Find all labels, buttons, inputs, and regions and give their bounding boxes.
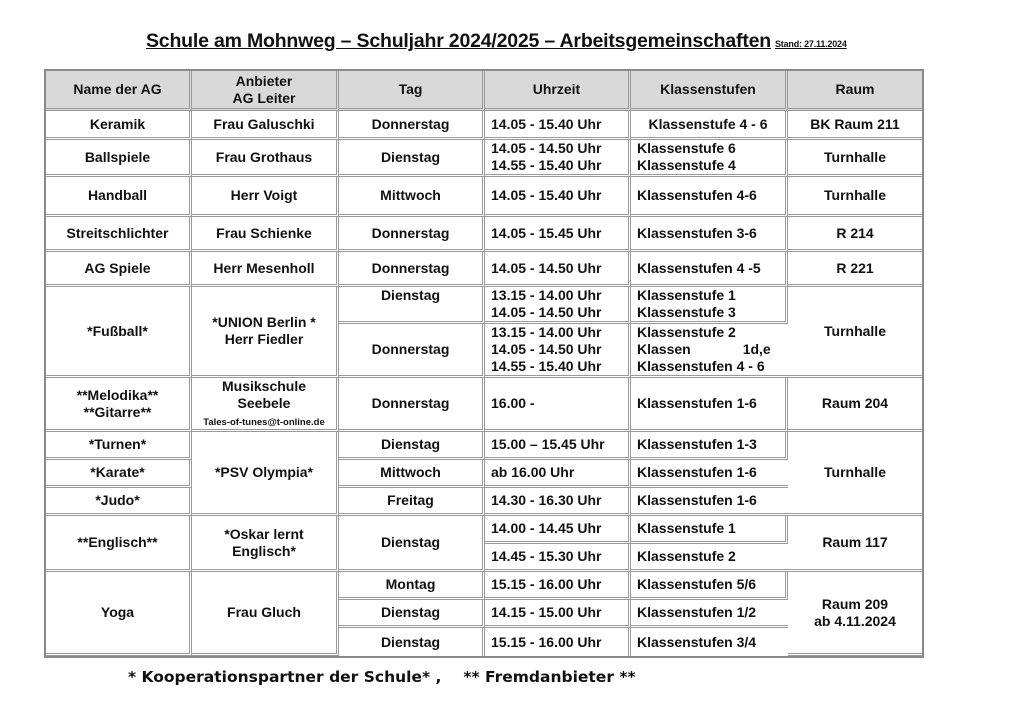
page-title <box>146 30 847 53</box>
cell-leiter: Herr Voigt <box>192 177 339 217</box>
cell-klasse: Klassenstufen 5/6 <box>631 572 788 600</box>
cell-zeit <box>485 140 631 177</box>
cell-zeit: 15.15 - 16.00 Uhr <box>485 628 631 656</box>
cell-tag: Donnerstag <box>339 217 485 252</box>
cell-tag: Donnerstag <box>339 111 485 140</box>
cell-tag: Dienstag <box>339 287 485 324</box>
header-anbieter-line1: Anbieter <box>235 72 293 89</box>
cell-klasse <box>631 140 788 177</box>
zeit-line: 14.05 - 14.50 Uhr <box>491 341 602 357</box>
cell-raum: BK Raum 211 <box>788 111 922 140</box>
cell-zeit: 14.15 - 15.00 Uhr <box>485 600 631 628</box>
legend-footer <box>128 668 636 686</box>
header-anbieter <box>192 71 339 111</box>
cell-name: *Turnen* <box>46 432 192 460</box>
table-header-row <box>46 71 922 111</box>
cell-name: *Fußball* <box>46 287 192 378</box>
zeit-line: 13.15 - 14.00 Uhr <box>491 324 602 340</box>
klasse-line: Klassenstufe 1 <box>637 287 736 303</box>
cell-name: Ballspiele <box>46 140 192 177</box>
cell-name: Keramik <box>46 111 192 140</box>
cell-raum: Turnhalle <box>788 287 922 378</box>
table-row <box>46 177 922 217</box>
table-row <box>46 516 922 544</box>
cell-tag: Dienstag <box>339 140 485 177</box>
header-uhrzeit: Uhrzeit <box>485 71 631 111</box>
cell-name: AG Spiele <box>46 252 192 287</box>
cell-klasse: Klassenstufen 4-6 <box>631 177 788 217</box>
zeit-line: 13.15 - 14.00 Uhr <box>491 287 602 303</box>
raum-line: ab 4.11.2024 <box>814 612 896 629</box>
cell-tag: Freitag <box>339 488 485 516</box>
table-row <box>46 140 922 177</box>
table-row <box>46 378 922 432</box>
legend-fremdanbieter: ** Fremdanbieter ** <box>463 668 636 686</box>
table-row <box>46 111 922 140</box>
cell-raum: Raum 117 <box>788 516 922 572</box>
cell-tag: Donnerstag <box>339 252 485 287</box>
cell-leiter: *PSV Olympia* <box>192 432 339 516</box>
cell-zeit <box>485 324 631 378</box>
klasse-line: Klassenstufe 6 <box>637 140 736 156</box>
stand-date: Stand: 27.11.2024 <box>775 39 847 49</box>
cell-name <box>46 378 192 432</box>
cell-raum: R 221 <box>788 252 922 287</box>
cell-raum: Turnhalle <box>788 177 922 217</box>
leiter-line: *UNION Berlin * <box>212 314 316 330</box>
leiter-line: Herr Fiedler <box>224 331 304 347</box>
table-row <box>46 572 922 600</box>
cell-tag: Mittwoch <box>339 460 485 488</box>
table-row <box>46 432 922 460</box>
header-name: Name der AG <box>46 71 192 111</box>
cell-tag: Mittwoch <box>339 177 485 217</box>
klasse-line: Klassen <box>637 341 691 357</box>
cell-zeit: 14.05 - 15.45 Uhr <box>485 217 631 252</box>
cell-leiter: Frau Schienke <box>192 217 339 252</box>
cell-zeit: 14.00 - 14.45 Uhr <box>485 516 631 544</box>
ag-table <box>44 69 924 658</box>
cell-leiter: Frau Galuschki <box>192 111 339 140</box>
header-anbieter-line2: AG Leiter <box>232 89 296 106</box>
cell-zeit: 15.00 – 15.45 Uhr <box>485 432 631 460</box>
legend-kooperationspartner: * Kooperationspartner der Schule* , <box>128 668 442 686</box>
cell-tag: Montag <box>339 572 485 600</box>
cell-name: Yoga <box>46 572 192 656</box>
leiter-line: Englisch* <box>232 542 296 559</box>
cell-raum: Turnhalle <box>788 140 922 177</box>
cell-zeit: 16.00 - <box>485 378 631 432</box>
cell-tag: Dienstag <box>339 516 485 572</box>
title-main: Schule am Mohnweg – Schuljahr 2024/2025 – Arbeitsgemeinschaften <box>146 30 771 52</box>
cell-leiter: Herr Mesenholl <box>192 252 339 287</box>
cell-klasse <box>631 324 788 378</box>
cell-klasse: Klassenstufen 4 -5 <box>631 252 788 287</box>
header-klassenstufen: Klassenstufen <box>631 71 788 111</box>
klasse-suffix: 1d,e <box>742 341 771 357</box>
zeit-line: 14.55 - 15.40 Uhr <box>491 157 602 173</box>
cell-zeit: 14.05 - 14.50 Uhr <box>485 252 631 287</box>
cell-name: *Judo* <box>46 488 192 516</box>
cell-name: *Karate* <box>46 460 192 488</box>
name-line: **Melodika** <box>76 386 159 403</box>
klasse-line: Klassenstufen 4 - 6 <box>637 358 765 374</box>
cell-klasse <box>631 287 788 324</box>
email-link[interactable]: Tales-of-tunes@t-online.de <box>203 417 325 428</box>
cell-leiter: Frau Grothaus <box>192 140 339 177</box>
cell-zeit <box>485 287 631 324</box>
cell-name: **Englisch** <box>46 516 192 572</box>
zeit-line: 14.55 - 15.40 Uhr <box>491 358 602 374</box>
leiter-line: Musikschule <box>221 378 307 394</box>
klasse-line: Klassenstufe 2 <box>637 324 736 340</box>
cell-leiter <box>192 516 339 572</box>
cell-zeit: 14.05 - 15.40 Uhr <box>485 177 631 217</box>
cell-leiter: Frau Gluch <box>192 572 339 656</box>
cell-zeit: 14.05 - 15.40 Uhr <box>485 111 631 140</box>
cell-tag: Dienstag <box>339 600 485 628</box>
cell-klasse: Klassenstufen 1-6 <box>631 460 788 488</box>
cell-klasse: Klassenstufe 4 - 6 <box>631 111 788 140</box>
cell-raum: Turnhalle <box>788 432 922 516</box>
cell-klasse: Klassenstufen 1-3 <box>631 432 788 460</box>
leiter-line: Seebele <box>237 395 291 411</box>
cell-zeit: ab 16.00 Uhr <box>485 460 631 488</box>
cell-tag: Donnerstag <box>339 378 485 432</box>
klasse-line: Klassenstufe 3 <box>637 304 736 320</box>
cell-tag: Dienstag <box>339 628 485 656</box>
cell-name: Streitschlichter <box>46 217 192 252</box>
table-row <box>46 217 922 252</box>
cell-zeit: 14.45 - 15.30 Uhr <box>485 544 631 572</box>
name-line: **Gitarre** <box>83 403 152 420</box>
cell-name: Handball <box>46 177 192 217</box>
cell-tag: Donnerstag <box>339 324 485 378</box>
leiter-line: *Oskar lernt <box>224 525 304 542</box>
table-row <box>46 287 922 324</box>
cell-klasse: Klassenstufen 1-6 <box>631 488 788 516</box>
cell-raum: Raum 204 <box>788 378 922 432</box>
zeit-line: 14.05 - 14.50 Uhr <box>491 140 602 156</box>
cell-raum: R 214 <box>788 217 922 252</box>
cell-klasse: Klassenstufen 3/4 <box>637 633 757 650</box>
header-raum: Raum <box>788 71 922 111</box>
cell-leiter <box>192 287 339 378</box>
cell-zeit: 15.15 - 16.00 Uhr <box>485 572 631 600</box>
cell-raum <box>788 572 922 656</box>
cell-tag: Dienstag <box>339 432 485 460</box>
header-tag: Tag <box>339 71 485 111</box>
zeit-line: 14.05 - 14.50 Uhr <box>491 304 602 320</box>
cell-klasse: Klassenstufe 2 <box>631 544 788 572</box>
klasse-line: Klassenstufe 4 <box>637 157 736 173</box>
cell-klasse: Klassenstufe 1 <box>631 516 788 544</box>
cell-klasse: Klassenstufen 3-6 <box>631 217 788 252</box>
cell-zeit: 14.30 - 16.30 Uhr <box>485 488 631 516</box>
raum-line: Raum 209 <box>821 595 889 612</box>
cell-klasse: Klassenstufen 1/2 <box>631 600 788 628</box>
cell-klasse: Klassenstufen 1-6 <box>631 378 788 432</box>
table-row <box>46 252 922 287</box>
cell-leiter <box>192 378 339 432</box>
